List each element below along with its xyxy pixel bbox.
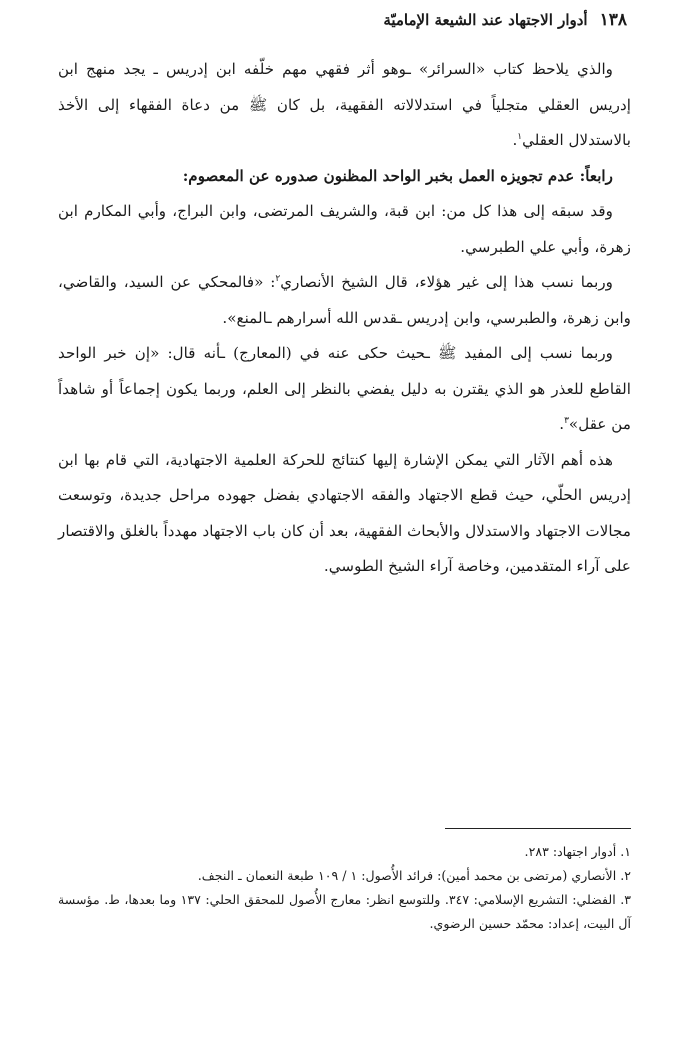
section-heading-text: : عدم تجويزه العمل بخبر الواحد المظنون صدوره عن المعصوم:	[182, 166, 586, 185]
paragraph-4	[58, 265, 631, 336]
paragraph-5-end: .	[559, 415, 565, 433]
page-number: ١٣٨	[599, 10, 627, 30]
paragraph-5-text: وربما نسب إلى المفيد ﷺ ـحيث حكى عنه في (المعارج) ـأنه قال: «إن خبر الواحد القاطع للعذر هو الذي يقترن به دليل يفضي بالنظر إلى العلم، وربما يكون إجماعاً أو شاهداً من عقل»	[58, 344, 631, 433]
section-lead: رابعاً	[585, 166, 613, 185]
page-header	[60, 6, 627, 34]
footnote-2: ٢. الأنصاري (مرتضى بن محمد أمين): فرائد الأُصول: ١ / ١٠٩ طبعة النعمان ـ النجف.	[197, 868, 631, 883]
running-title: أدوار الاجتهاد عند الشيعة الإماميّة	[383, 11, 588, 29]
footnote-1: ١. أدوار اجتهاد: ٢٨٣.	[524, 844, 631, 859]
paragraph-4-text-a: وربما نسب هذا إلى غير هؤلاء، قال الشيخ الأنصاري	[280, 273, 613, 291]
paragraph-2	[58, 159, 631, 195]
paragraph-5	[58, 336, 631, 443]
footnote-divider	[445, 828, 631, 829]
footnote-ref-2: ٢	[275, 273, 281, 284]
paragraph-4-text-b: : «فالمحكي عن السيد، والقاضي، وابن زهرة، والطبرسي، وابن إدريس ـقدس الله أسرارهم ـالمنع».	[58, 273, 631, 327]
footnote-ref-3: ٣	[564, 415, 569, 426]
footnotes	[58, 840, 631, 936]
footnote-ref-1: ١	[517, 131, 523, 142]
paragraph-6: هذه أهم الآثار التي يمكن الإشارة إليها كنتائج للحركة العلمية الاجتهادية، التي قام بها ابن إدريس الحلّي، حيث قطع الاجتهاد والفقه الاجتهادي بفضل جهوده مراحل جديدة، وتوسعت مجالات الاجتهاد والاستدلال والأبحاث الفقهية، بعد أن كان باب الاجتهاد مهدداً بالغلق والاقتصار على آراء المتقدمين، وخاصة آراء الشيخ الطوسي.	[58, 450, 631, 575]
paragraph-1-text: والذي يلاحظ كتاب «السرائر» ـوهو أثر فقهي مهم خلّفه ابن إدريس ـ يجد منهج ابن إدريس العقلي متجلياً في استدلالاته الفقهية، بل كان ﷺ من دعاة الفقهاء إلى الأخذ بالاستدلال العقلي	[58, 60, 631, 149]
paragraph-1-end: .	[512, 131, 518, 149]
main-text	[58, 52, 631, 585]
paragraph-3: وقد سبقه إلى هذا كل من: ابن قبة، والشريف المرتضى، وابن البراج، وأبي المكارم ابن زهرة، وأبي علي الطبرسي.	[58, 202, 631, 256]
paragraph-1	[58, 52, 631, 159]
footnote-3: ٣. الفضلي: التشريع الإسلامي: ٣٤٧. وللتوسع انظر: معارج الأُصول للمحقق الحلي: ١٣٧ وما بعدها، ط. مؤسسة آل البيت، إعداد: محمّد حسين الرضوي.	[58, 892, 631, 931]
